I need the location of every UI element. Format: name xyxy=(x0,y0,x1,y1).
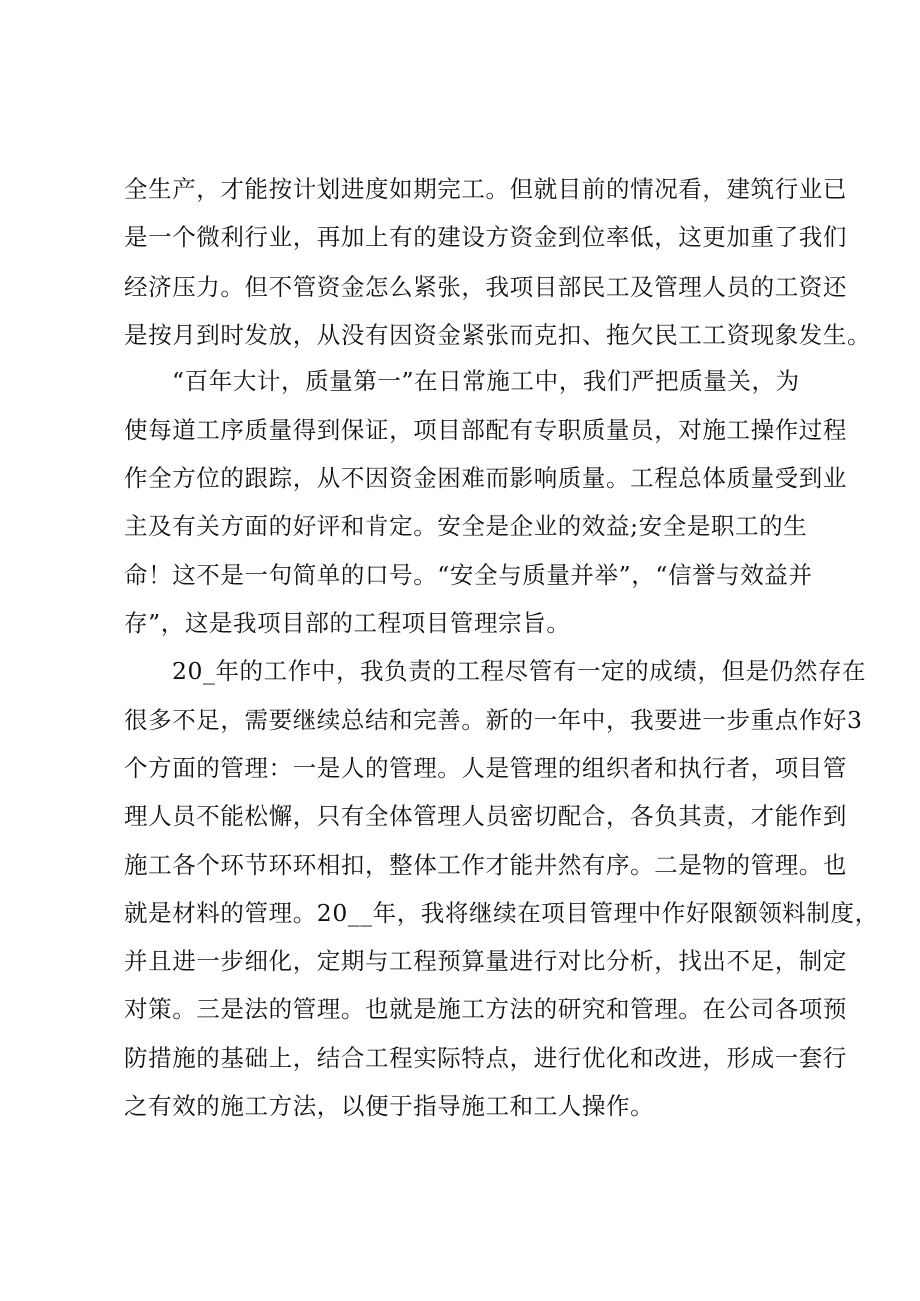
text-line: 对策。三是法的管理。也就是施工方法的研究和管理。在公司各项预 xyxy=(124,995,847,1023)
text-line: 是一个微利行业，再加上有的建设方资金到位率低，这更加重了我们 xyxy=(124,223,847,251)
text-line: 防措施的基础上，结合工程实际特点，进行优化和改进，形成一套行 xyxy=(124,1044,847,1072)
text-line: 是按月到时发放，从没有因资金紧张而克扣、拖欠民工工资现象发生。 xyxy=(124,321,872,349)
text-line: 存”，这是我项目部的工程项目管理宗旨。 xyxy=(124,609,571,637)
text-line: 命！这不是一句简单的口号。“安全与质量并举”，“信誉与效益并 xyxy=(124,561,813,589)
text-line: 20_年的工作中，我负责的工程尽管有一定的成绩，但是仍然存在 xyxy=(172,657,867,685)
text-line: 并且进一步细化，定期与工程预算量进行对比分析，找出不足，制定 xyxy=(124,947,847,975)
text-line: 主及有关方面的好评和肯定。安全是企业的效益;安全是职工的生 xyxy=(124,512,808,540)
text-line: 就是材料的管理。20__年，我将继续在项目管理中作好限额领料制度， xyxy=(124,899,879,927)
text-line: 很多不足，需要继续总结和完善。新的一年中，我要进一步重点作好3 xyxy=(124,706,863,734)
text-line: 经济压力。但不管资金怎么紧张，我项目部民工及管理人员的工资还 xyxy=(124,273,847,301)
text-line: 作全方位的跟踪，从不因资金困难而影响质量。工程总体质量受到业 xyxy=(124,464,847,492)
text-line: 理人员不能松懈，只有全体管理人员密切配合，各负其责，才能作到 xyxy=(124,802,847,830)
text-line: 个方面的管理：一是人的管理。人是管理的组织者和执行者，项目管 xyxy=(124,754,847,782)
text-line: 之有效的施工方法，以便于指导施工和工人操作。 xyxy=(124,1092,655,1120)
text-line: 全生产，才能按计划进度如期完工。但就目前的情况看，建筑行业已 xyxy=(124,175,847,203)
text-line: 施工各个环节环环相扣，整体工作才能井然有序。二是物的管理。也 xyxy=(124,851,847,879)
text-line: “百年大计，质量第一”在日常施工中，我们严把质量关，为 xyxy=(172,367,800,395)
text-line: 使每道工序质量得到保证，项目部配有专职质量员，对施工操作过程 xyxy=(124,416,847,444)
